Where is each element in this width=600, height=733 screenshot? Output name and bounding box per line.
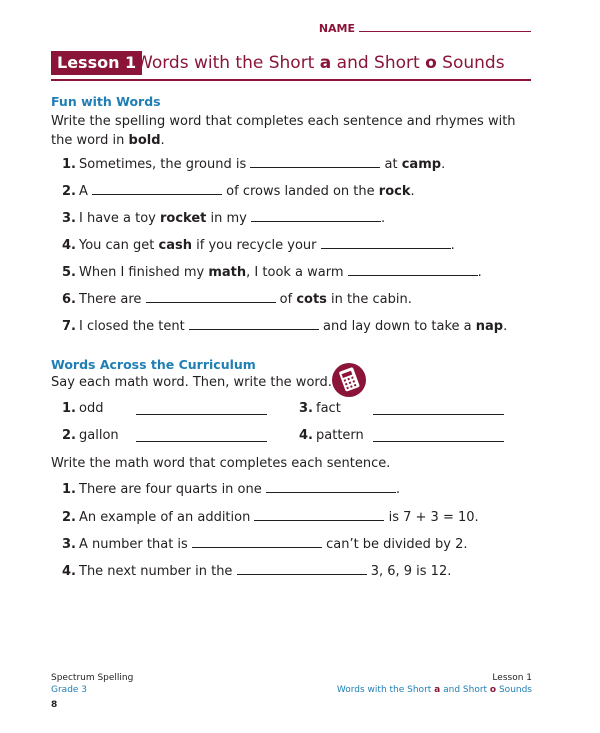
math-word-3: 3. fact [299, 401, 341, 416]
math-word-4: 4. pattern [299, 428, 364, 443]
fun-item-2: 2. A of crows landed on the rock. [62, 184, 415, 199]
page-number: 8 [51, 700, 58, 710]
answer-blank[interactable] [136, 404, 267, 415]
lesson-header [51, 51, 531, 75]
fun-heading: Fun with Words [51, 94, 161, 109]
calculator-icon [332, 363, 366, 397]
name-label: NAME [318, 22, 355, 35]
fun-item-7: 7. I closed the tent and lay down to take a nap. [62, 319, 508, 334]
footer-title: Words with the Short a and Short o Sounds [336, 685, 532, 695]
answer-blank[interactable] [189, 319, 319, 330]
fun-item-6: 6. There are of cots in the cabin. [62, 292, 412, 307]
fun-item-3: 3. I have a toy rocket in my . [62, 211, 386, 226]
answer-blank[interactable] [192, 537, 322, 548]
math-word-1: 1. odd [62, 401, 104, 416]
footer-lesson: Lesson 1 [492, 673, 532, 683]
answer-blank[interactable] [266, 482, 396, 493]
answer-blank[interactable] [146, 292, 276, 303]
math-sentence-4: 4. The next number in the 3, 6, 9 is 12. [62, 564, 452, 579]
answer-blank[interactable] [373, 404, 504, 415]
answer-blank[interactable] [348, 265, 478, 276]
curriculum-instructions: Say each math word. Then, write the word. [51, 375, 332, 390]
fun-item-1: 1. Sometimes, the ground is at camp. [62, 157, 446, 172]
footer-book: Spectrum Spelling [51, 673, 134, 683]
fun-instructions: Write the spelling word that completes each sentence and rhymes with the word in bold. [51, 114, 516, 148]
answer-blank[interactable] [254, 510, 384, 521]
answer-blank[interactable] [92, 184, 222, 195]
math-word-2: 2. gallon [62, 428, 119, 443]
name-field[interactable] [0, 22, 531, 35]
footer-grade: Grade 3 [51, 685, 88, 695]
math-sentence-1: 1. There are four quarts in one . [62, 482, 401, 497]
lesson-title: Words with the Short a and Short o Sounds [136, 53, 505, 73]
answer-blank[interactable] [251, 211, 381, 222]
math-sentence-3: 3. A number that is can’t be divided by 2. [62, 537, 468, 552]
answer-blank[interactable] [136, 431, 267, 442]
answer-blank[interactable] [321, 238, 451, 249]
lesson-badge: Lesson 1 [51, 51, 142, 75]
answer-blank[interactable] [237, 564, 367, 575]
fun-item-4: 4. You can get cash if you recycle your . [62, 238, 455, 253]
fun-item-5: 5. When I finished my math, I took a warm . [62, 265, 482, 280]
answer-blank[interactable] [250, 157, 380, 168]
answer-blank[interactable] [373, 431, 504, 442]
curriculum-instructions-2: Write the math word that completes each sentence. [51, 456, 391, 471]
name-line[interactable] [359, 22, 531, 32]
curriculum-heading: Words Across the Curriculum [51, 357, 256, 372]
math-sentence-2: 2. An example of an addition is 7 + 3 = 10. [62, 510, 479, 525]
title-rule [51, 79, 531, 81]
